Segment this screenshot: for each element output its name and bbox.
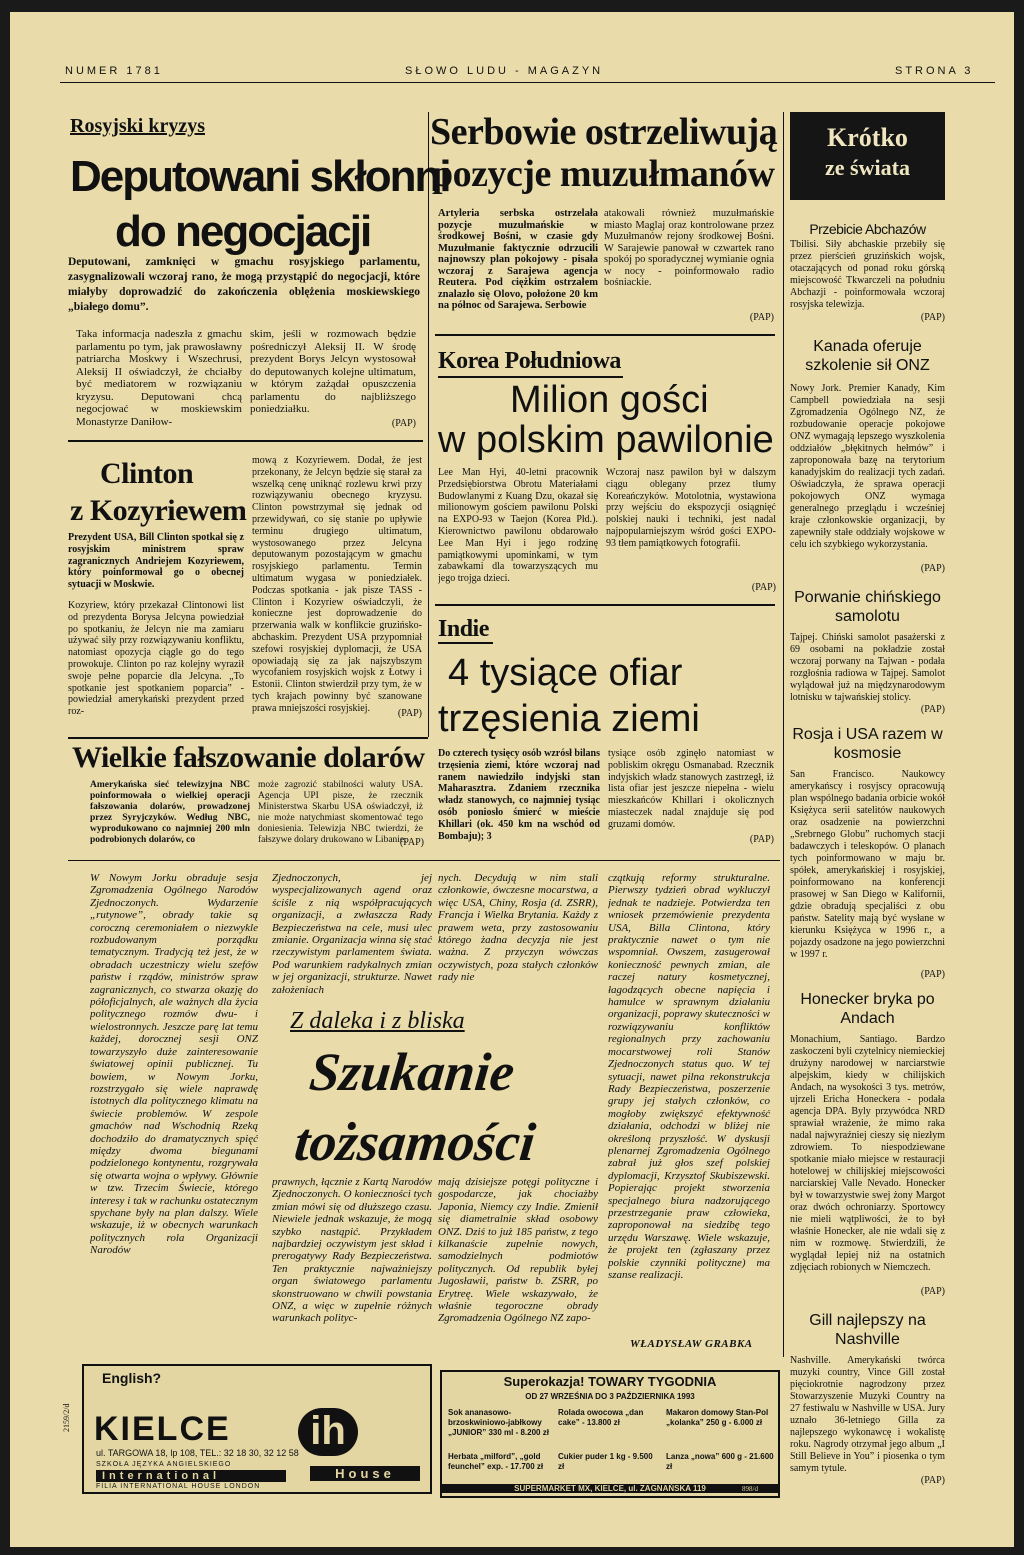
body-text: może zagrozić stabilności waluty USA. Agencja UPI pisze, że rzecznik Ministerstwa Skarbu USA oświadczył, iż nie może natychmiast skomentować tego doniesienia. Telewizja NBC twierdzi, że fałszywe dolary drukowano w Libanie. — [258, 780, 423, 844]
sidebar-item — [790, 1311, 945, 1486]
sidebar-item — [790, 990, 945, 1297]
sidebar-item-text: Nashville. Amerykański twórca muzyki country, Vince Gill został pięciokrotnie nagrodzony przez Stowarzyszenie Muzyki Country na 27 festiwalu w Nashville w USA. Jury uznało 36-letniego Gilla za najlepszego wykonawcę i wokalistę roku. Nagrody otrzymał jego album „I Still Believe in You” i piosenka o tym samym tytule. — [790, 1355, 945, 1474]
author: WŁADYSŁAW GRABKA — [630, 1338, 753, 1350]
kicker: Rosyjski kryzys — [70, 115, 206, 137]
ad-logo: ih — [298, 1408, 358, 1456]
source-tag: (PAP) — [399, 837, 424, 848]
ad-title: Superokazja! TOWARY TYGODNIA — [503, 1374, 717, 1389]
headline: 4 tysiące ofiar — [448, 652, 683, 694]
source-tag: (PAP) — [749, 834, 774, 845]
body-text: Zjednoczonych, jej wyspecjalizowanych agend oraz ściśle z nią współpracujących organizacji, a zwłaszcza Rady Bezpieczeństwa na cele, musi ulec zmianie. Organizacja winna się stać rzeczywistym parlamentem świata. Pod warunkiem radykalnych zmian w jej organizacji, strukturze. Nawet założeniach — [272, 872, 432, 996]
source-tag: (PAP) — [920, 1286, 945, 1297]
sidebar-header-title: Krótko — [827, 123, 908, 152]
sidebar-item-title: Przebicie Abchazów — [809, 221, 926, 237]
headline: do negocjacji — [115, 207, 371, 256]
ad-question: English? — [102, 1370, 162, 1386]
headline: Deputowani skłonni — [70, 152, 450, 201]
supermarket-ad — [440, 1370, 780, 1498]
ad-item: Sok ananasowo-brzoskwiniowo-jabłkowy „JUNIOR” 330 ml - 8.200 zł — [448, 1408, 549, 1437]
box-border — [68, 860, 780, 861]
ad-item: Herbata „milford”, „gold feunchel” exp. - 17.700 zł — [448, 1452, 544, 1471]
sidebar-item-text: Monachium, Santiago. Bardzo zaskoczeni byli czytelnicy niemieckiej drużyny narodowej w narciarstwie alpejskim, kiedy w chilijskich Andach, na wysokości 3 tys. metrów, ujrzeli Ericha Honeckera - podała agencja DPA. Byly przywódca NRD sprawiał wrażenie, że mimo raka nadal najwyraźniej cieszy się niezłym zdrowiem. To niespodziewane spotkanie miało miejsce w restauracji hotelowej w chilijskiej miejscowości narciarskiej Valle Nevado. Honecker był w towarzystwie swej żony Margot oraz dwóch ochroniarzy. Sportowcy nie mieli wątpliwości, że to był właśnie Honecker, ale nie wdali się z nim w rozmowę. Stwierdzili, że wyglądał lepiej niż na ostatnich zdjęciach robionych w Niemczech. — [790, 1034, 945, 1273]
body-text: Wczoraj nasz pawilon był w dalszym ciągu oblegany przez tłumy Koreańczyków. Motolotnia, wystawiona przy wejściu do ekspozycji osiągnięć polskiej nauki i techniki, jest nadal najpopularniejszym wśród gości EXPO-93 tłem pamiątkowych fotografii. — [606, 467, 776, 549]
kicker: Korea Południowa — [438, 348, 621, 374]
kicker: Indie — [438, 616, 489, 642]
body-text: czątkują reformy strukturalne. Pierwszy tydzień obrad wykluczył jednak te nadzieje. Potwierdza ten wniosek przemówienie prezydenta USA, Billa Clintona, który praktycznie nawet o tym nie wspomniał. Owszem, zasugerował konieczność pewnych zmian, ale raczej natury kosmetycznej, łagodzących obecne napięcia i hamulce w sprawnym działaniu organizacji, poprawy skuteczności w rozwiązywaniu konfliktów regionalnych przy zachowaniu mocarstwowej roli Stanów Zjednoczonych status quo. W tej sytuacji, nawet pilna rekonstrukcja Rady Bezpieczeństwa, poszerzenie grupy jej stałych członków, co mogłoby zwiększyć efektywność działania, odchodzi w bliżej nie określoną przyszłość. W dyskusji plenarnej Zgromadzenia Ogólnego zabrał już głos szef polskiej dyplomacji, Krzysztof Skubiszewski. Popierając projekt stworzenia specjalnego biura nadzorującego przestrzeganie praw człowieka, zaproponował na siedzibę tego urzędu Warszawę. Wiele wskazuje, że projekt ten (zgłaszany przez polskie czynniki polityczne) ma szanse realizacji. — [608, 872, 770, 1281]
body-text: Do czterech tysięcy osób wzrósł bilans trzęsienia ziemi, które wczoraj nad ranem nawiedziło indyjski stan Maharasztra. Zdaniem rzecznika władz stanowych, co najmniej tysiąc osób poniosło śmierć w mieście Khillari (ok. 450 km na wschód od Bombaju); 3 — [438, 748, 600, 842]
lead: Deputowani, zamknięci w gmachu rosyjskiego parlamentu, zasygnalizowali wczoraj rano, że mogą przystąpić do negocjacji, które miałyby doprowadzić do zakończenia oblężenia moskiewskiego „białego domu”. — [68, 256, 420, 313]
ad-affiliation: FILIA INTERNATIONAL HOUSE LONDON — [96, 1483, 261, 1490]
headline: Serbowie ostrzeliwują — [430, 111, 778, 153]
sidebar-item — [790, 220, 945, 323]
source-tag: (PAP) — [397, 708, 422, 719]
sidebar-item-text: San Francisco. Naukowcy amerykańscy i rosyjscy opracowują plan wspólnego badania orbicie wokół Księżyca serii satelitów naukowych oraz osadzenie na powierzchni „Srebrnego Globu” ruchomych stacji badawczych i teleskopów. O planach tych poinformowano w maju br. spółek, amerykańskiej i rosyjskiej, poinformowano na konferencji prasowej w San Diego w Kalifornii, gdzie obradują specjaliści z obu państw. Satelity mają być wysłane w kierunku Księżyca w 1996 r., a pojazdy osadzone na jego powierzchni w 1997 r. — [790, 769, 945, 960]
sidebar-item-title: Kanada oferuje szkolenie sił ONZ — [805, 338, 930, 374]
source-tag: (PAP) — [920, 1475, 945, 1486]
body-text: W Nowym Jorku obraduje sesja Zgromadzenia Ogólnego Narodów Zjednoczonych. Wydarzenie „rutynowe”, obrady takie są coroczną ceremoniałem o niezwykle rozbudowanym porządku tematycznym. Tradycją też jest, że w obradach uczestniczy wielu szefów państw i rządów, ministrów spraw zagranicznych, co stwarza okazję do półoficjalnych, ale ważnych dla życia politycznego rozmów dwu- i wielostronnych. Jeszcze parę lat temu każdej, dorocznej sesji ONZ towarzyszyło duże zainteresowanie światowej opinii publicznej. Tu bowiem, w Nowym Jorku, rozstrzygało się wiele naprawdę istotnych dla politycznego klimatu na świecie problemów. W zespole gmachów nad Wschodnią Rzeką dochodziło do dramatycznych spięć między dwoma biegunami podzielonego kontynentu, rozgrywała się otwarta wojna o wpływy. Głównie w tzw. Trzecim Świecie, którego interesy i tak w rachunku ostatecznym spychane były na plan dalszy. Wiele wskazuje, iż w obecnych warunkach politycznych rola Organizacji Narodów — [90, 872, 258, 1257]
school-ad — [82, 1364, 432, 1494]
sidebar-item-title: Porwanie chińskiego samolotu — [794, 589, 941, 625]
ad-school: SZKOŁA JĘZYKA ANGIELSKIEGO — [96, 1461, 232, 1468]
lead: Prezydent USA, Bill Clinton spotkał się z rosyjskim ministrem spraw zagranicznych Andriejem Kozyriewem, który poinformował go o obecnej sytuacji w Moskwie. — [68, 532, 244, 591]
issue-number: NUMER 1781 — [65, 65, 163, 77]
source-tag: (PAP) — [751, 582, 776, 593]
body-text: Artyleria serbska ostrzelała pozycje muzułmańskie w środkowej Bośni, w czasie gdy Muzułmanie faktycznie odrzucili najnowszy plan pokojowy - pisała wczoraj z Sarajewa agencja Reutera. Pod ciężkim ostrzałem znalazło się Olovo, położone 20 km na północ od Sarajewa. Serbowie — [438, 208, 598, 311]
column-rule — [783, 112, 784, 1357]
sidebar-list — [790, 220, 945, 1486]
sidebar-item-title: Rosja i USA razem w kosmosie — [792, 726, 943, 762]
kicker-underline — [438, 376, 623, 378]
source-tag: (PAP) — [920, 312, 945, 323]
body-text: Lee Man Hyi, 40-letni pracownik Przedsiębiorstwa Obrotu Materiałami Budowlanymi z Kuang Dzu, okazał się milionowym gościem pawilonu Polski na EXPO-93 w Taejon (Korea Płd.). Kierownictwo pawilonu obdarowało Lee Man Hyi i jego rodzinę pamiątkowymi upominkami, w tym zabawkami dla towarzyszących mu jego trojga dzieci. — [438, 467, 598, 585]
divider — [68, 737, 428, 739]
masthead-rule — [60, 82, 995, 83]
headline: Szukanie — [306, 1042, 518, 1102]
sidebar-item-text: Tajpej. Chiński samolot pasażerski z 69 osobami na pokładzie został wczoraj porwany na Tajwan - podała rozgłośnia radiowa w Tajpej. Samolot wylądował już na międzynarodowym lotnisku w tajwańskiej stolicy. — [790, 632, 945, 703]
masthead-title: SŁOWO LUDU - MAGAZYN — [405, 65, 604, 77]
ad-item: Rolada owocowa „dan cake” - 13.800 zł — [558, 1408, 644, 1427]
body-text: atakowali również muzułmańskie miasto Maglaj oraz kontrolowane przez Muzułmanów rejony środkowej Bośni. W Sarajewie panował w czwartek rano spokój po sporadycznej wymianie ognia w nocy - poinformowało radio bośniackie. — [604, 208, 774, 288]
ad-item: Cukier puder 1 kg - 9.500 zł — [558, 1452, 653, 1471]
divider — [68, 440, 423, 442]
ad-address: ul. TARGOWA 18, lp 108, TEL.: 32 18 30, 32 12 58 — [96, 1448, 299, 1458]
ad-code: 898/d — [742, 1485, 758, 1493]
ad-item: Lanza „nowa” 600 g - 21.600 zł — [666, 1452, 774, 1471]
ad-code: 2159/2/d — [62, 1403, 71, 1432]
ad-international: International — [96, 1470, 286, 1482]
headline: Wielkie fałszowanie dolarów — [72, 741, 425, 774]
divider — [435, 604, 775, 606]
sidebar-item — [790, 588, 945, 715]
source-tag: (PAP) — [920, 704, 945, 715]
sidebar-item — [790, 337, 945, 574]
body-text: Taka informacja nadeszła z gmachu parlamentu po tym, jak prawosławny patriarcha Moskwy i Wszechrusi, Aleksij II oświadczył, że chciałby być mediatorem w rozwiązaniu kryzysu. Deputowani chcą negocjować w moskiewskim Monastyrze Daniłow- — [76, 328, 242, 428]
sidebar-item-text: Nowy Jork. Premier Kanady, Kim Campbell powiedziała na sesji Zgromadzenia Ogólnego NZ, że rozbudowanie operacje pokojowe ONZ wymagają lepszego wyszkolenia oddziałów „błękitnych hełmów” i zaproponowała bazę na terytorium kanadyjskim do realizacji tych zadań. Oświadczyła, że sprawa operacji pokojowych ONZ wymaga generalnego przeglądu i wcześniej kraje członkowskie organizacji, by zapewniły stałe oddziały wojskowe w celu ich szybkiego wykorzystania. — [790, 383, 945, 550]
ad-city: KIELCE — [94, 1410, 231, 1448]
headline: z Kozyriewem — [70, 494, 247, 527]
source-tag: (PAP) — [391, 418, 416, 429]
headline: Clinton — [100, 457, 194, 490]
body-text: mają dzisiejsze potęgi polityczne i gospodarcze, jak chociażby Japonia, Niemcy czy Indie. Zmienił się diametralnie skład osobowy ONZ. Dziś to już 185 państw, z tego kilkanaście zupełnie nowych, samodzielnych podmiotów politycznych. Od republik byłej Jugosławii, państw b. ZSRR, po Erytreę. Wiele wskazywało, że właśnie tegoroczne obrady Zgromadzenia Ogólnego NZ zapo- — [438, 1176, 598, 1325]
body-text: Kozyriew, który przekazał Clintonowi list od prezydenta Borysa Jelcyna powiedział po spotkaniu, że Jelcyn nie ma zamiaru używać siły przy rozwiązywaniu konfliktu, natomiast opozycja ciągle go do tego prowokuje. Clinton po raz kolejny wyraził swoje pełne poparcie dla Jelcyna. „To spotkanie jest spotkaniem poparcia” - powiedział amerykański prezydent przed roz- — [68, 600, 244, 718]
sidebar-item-title: Gill najlepszy na Nashville — [809, 1312, 926, 1348]
body-text: Amerykańska sieć telewizyjna NBC poinformowała o wielkiej operacji fałszowania dolarów, prowadzonej przez Syryjczyków. Według NBC, wyprodukowano co najmniej 200 mln podrobionych dolarów, co — [90, 780, 250, 845]
sidebar-item-title: Honecker bryka po Andach — [800, 991, 935, 1027]
sidebar-item-text: Tbilisi. Siły abchaskie przebiły się przez pierścień gruzińskich wojsk, otaczających od ponad roku górską miejscowość Tkwarczeli na południu Abchazji - poinformowała wczoraj rosyjska telewizja. — [790, 239, 945, 310]
divider — [435, 334, 775, 336]
sidebar-item — [790, 725, 945, 980]
column-rule — [428, 112, 429, 737]
kicker-underline — [438, 642, 493, 644]
headline: tożsamości — [291, 1112, 539, 1172]
headline: Milion gości — [510, 379, 709, 421]
headline: w polskim pawilonie — [438, 419, 774, 461]
source-tag: (PAP) — [920, 969, 945, 980]
ad-item: Makaron domowy Stan-Pol „kolanka” 250 g - 6.000 zł — [666, 1408, 769, 1427]
body-text: tysiące osób zginęło natomiast w pobliskim okręgu Osmanabad. Rzecznik indyjskich władz stanowych zastrzegł, iż lista ofiar jest jeszcze niepełna - wielu mieszkańców Khillari i okolicznych miasteczek nadal znajduje się pod gruzami domów. — [608, 748, 774, 830]
source-tag: (PAP) — [920, 563, 945, 574]
kicker: Z daleka i z bliska — [290, 1008, 465, 1034]
ad-footer: SUPERMARKET MX, KIELCE, ul. ZAGNAŃSKA 119 — [442, 1484, 778, 1493]
ad-dates: OD 27 WRZEŚNIA DO 3 PAŹDZIERNIKA 1993 — [525, 1392, 695, 1401]
body-text: prawnych, łącznie z Kartą Narodów Zjednoczonych. O konieczności tych zmian mówi się od dłuższego czasu. Niewiele jednak wskazuje, że mogą szybko nastąpić. Przykładem najbardziej oczywistym jest skład i prerogatywy Rady Bezpieczeństwa. Ten praktycznie najważniejszy organ światowego parlamentu skonstruowano w chwili powstania ONZ, a więc w zupełnie różnych warunkach polityc- — [272, 1176, 432, 1325]
source-tag: (PAP) — [749, 312, 774, 323]
sidebar-header-subtitle: ze świata — [825, 155, 910, 180]
headline: pozycje muzułmanów — [432, 153, 775, 195]
body-text: skim, jeśli w rozmowach będzie pośredniczył Aleksij II. W środę prezydent Borys Jelcyn wystosował do deputowanych kolejne ultimatum, w którym zażądał opuszczenia parlamentu do najbliższego poniedziałku. — [250, 328, 416, 415]
body-text: mową z Kozyriewem. Dodał, że jest przekonany, że Jelcyn będzie się starał za wszelką cenę uniknąć rozlewu krwi przy rozwiązywaniu obecnego kryzysu. Clinton powstrzymał się jednak od przewidywań, co się stanie po upływie terminu drugiego ultimatum, wystosowanego przez Jelcyna deputowanym pozostającym w gmachu rosyjskiego parlamentu. Termin ultimatum wygasa w poniedziałek. Podczas spotkania - jak pisze TASS - Clinton i Kozyriew oświadczyli, że konieczne jest doprowadzenie do przerwania walk w konflikcie gruzińsko-abchaskim. Prezydent USA przypomniał szefowi rosyjskiej dyplomacji, że USA opowiadają się za jak najszybszym wycofaniem rosyjskich wojsk z Łotwy i Estonii. Clinton stwierdził przy tym, że w tych krajach powinny być szanowane prawa mniejszości rosyjskiej. — [252, 455, 422, 714]
ad-house: House — [310, 1466, 420, 1481]
sidebar-header — [790, 112, 945, 200]
body-text: nych. Decydują w nim stali członkowie, ówczesne mocarstwa, a więc USA, Chiny, Rosja (d. ZSRR), Francja i Wielka Brytania. Każdy z prawem weta, przy zastosowaniu którego żadna decyzja nie jest ważna. Z przyczyn wówczas oczywistych, poza stałych członków rady nie — [438, 872, 598, 984]
headline: trzęsienia ziemi — [438, 698, 700, 740]
page-number: STRONA 3 — [895, 65, 974, 77]
newspaper-page — [10, 12, 1014, 1547]
